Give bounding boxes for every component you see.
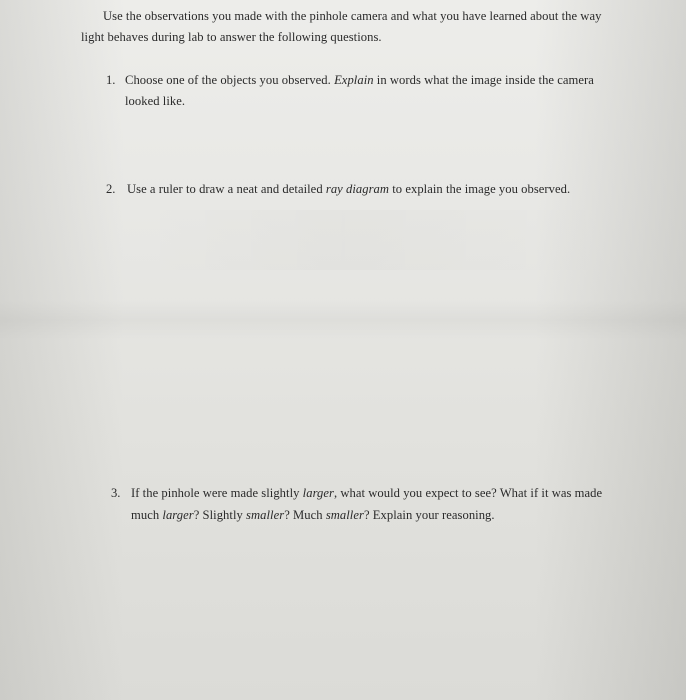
question-3-line-1 <box>131 483 602 504</box>
question-3-text: , what would you expect to see? What if it was made <box>334 486 603 500</box>
question-3-emphasis: smaller <box>246 508 285 522</box>
question-1-number: 1. <box>106 73 116 87</box>
question-2-text: Use a ruler to draw a neat and detailed <box>127 182 326 196</box>
question-3-emphasis: larger <box>162 508 194 522</box>
question-2-emphasis: ray diagram <box>325 182 390 196</box>
paper-shadow <box>0 300 686 340</box>
question-1-line-2: looked like. <box>125 94 186 108</box>
question-3-text: much <box>131 508 163 522</box>
paper-shadow <box>0 210 686 270</box>
intro-line-1: Use the observations you made with the pinhole camera and what you have learned about the way <box>103 9 602 23</box>
question-3-text: ? Explain your reasoning. <box>363 508 495 522</box>
question-3-line-2 <box>131 505 495 526</box>
question-2-text: to explain the image you observed. <box>389 182 571 196</box>
question-1-text: Choose one of the objects you observed. <box>125 73 335 87</box>
question-3-number: 3. <box>111 486 121 500</box>
intro-line-2: light behaves during lab to answer the following questions. <box>81 30 382 44</box>
question-3-text: ? Much <box>284 508 326 522</box>
question-1-emphasis: Explain <box>334 73 374 87</box>
question-1-line-1 <box>125 70 594 91</box>
question-3-text: ? Slightly <box>193 508 247 522</box>
question-3-emphasis: smaller <box>325 508 364 522</box>
question-3-emphasis: larger <box>302 486 334 500</box>
question-2-number: 2. <box>106 182 116 196</box>
question-3-text: If the pinhole were made slightly <box>131 486 303 500</box>
question-1-text: in words what the image inside the camera <box>373 73 594 87</box>
question-2-line-1 <box>127 179 570 200</box>
